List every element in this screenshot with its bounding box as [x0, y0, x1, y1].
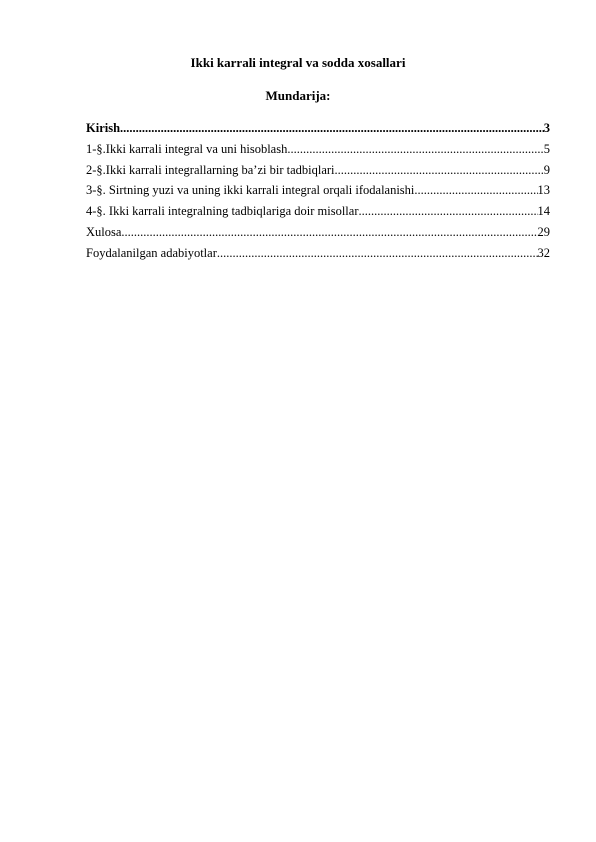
toc-entry-page: 32: [537, 245, 550, 260]
toc-heading: Mundarija:: [265, 88, 331, 103]
toc-entry-section-4: [86, 202, 550, 223]
toc-entry-page: 13: [537, 183, 550, 198]
toc-entry-kirish: [86, 119, 550, 140]
toc-entry-label: Kirish: [86, 121, 121, 135]
toc-entry-xulosa: [86, 223, 550, 244]
toc-entry-label: 3-§. Sirtning yuzi va uning ikki karrali integral orqali ifodalanishi: [86, 183, 415, 198]
toc-entry-page: 9: [543, 162, 550, 177]
toc-entry-page: 5: [543, 141, 550, 156]
table-of-contents: [86, 119, 550, 265]
toc-entry-label: 2-§.Ikki karrali integrallarning ba’zi bir tadbiqlari: [86, 162, 335, 177]
toc-entry-label: 4-§. Ikki karrali integralning tadbiqlariga doir misollar: [86, 204, 359, 219]
toc-entry-section-1: [86, 140, 550, 161]
toc-entry-page: 14: [537, 204, 550, 219]
toc-dot-leader: [120, 119, 544, 137]
toc-entry-page: 3: [543, 121, 550, 135]
toc-dot-leader: [414, 181, 537, 199]
toc-entry-section-2: [86, 161, 550, 182]
toc-dot-leader: [335, 161, 544, 179]
toc-entry-label: 1-§.Ikki karrali integral va uni hisoblash: [86, 141, 288, 156]
toc-entry-page: 29: [537, 224, 550, 239]
toc-entry-section-3: [86, 181, 550, 202]
toc-entry-references: [86, 244, 550, 265]
toc-dot-leader: [217, 244, 538, 262]
toc-dot-leader: [359, 202, 538, 220]
toc-entry-label: Xulosa: [86, 224, 122, 239]
toc-entry-label: Foydalanilgan adabiyotlar: [86, 245, 217, 260]
document-title: Ikki karrali integral va sodda xosallari: [190, 55, 406, 70]
toc-dot-leader: [121, 223, 537, 241]
toc-dot-leader: [287, 140, 543, 158]
